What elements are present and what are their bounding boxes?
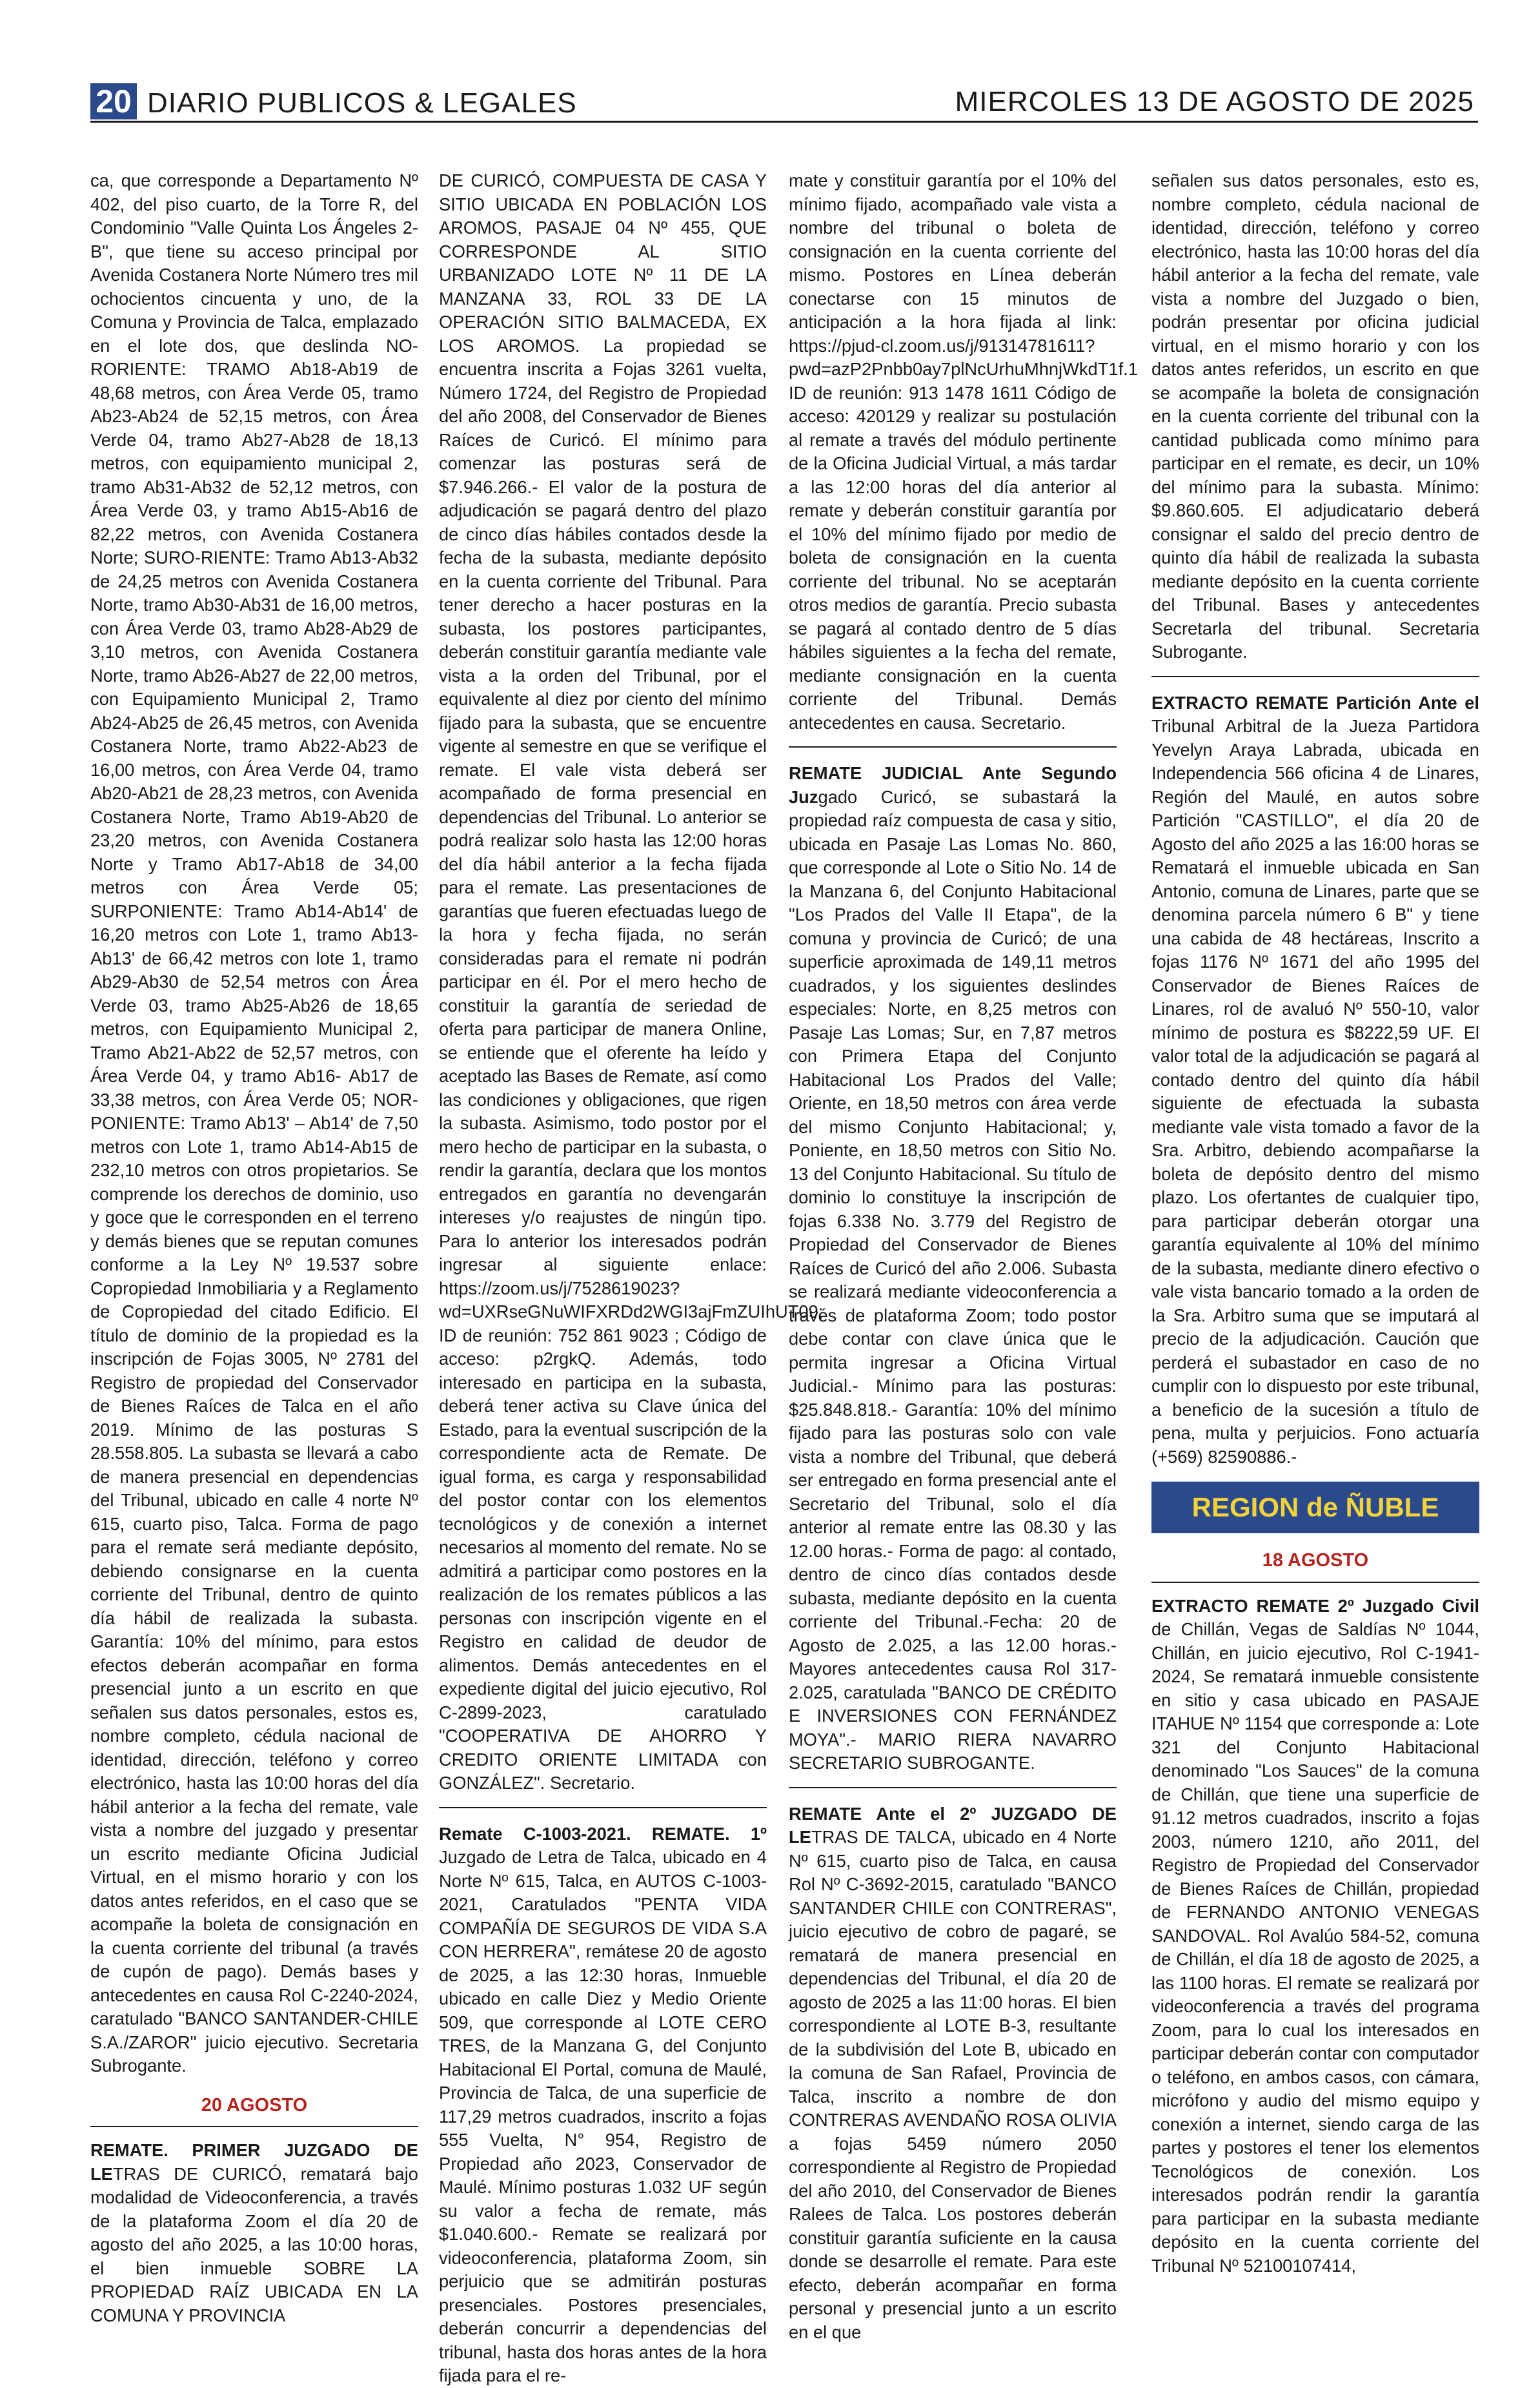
notice [789,762,1117,1775]
column-1 [90,169,418,2325]
notice-text: mate y constituir garantía por el 10% del mínimo fijado, acompañado vale vista a nombre del tribunal o boleta de consignación en la cuenta corriente del mismo. Postores en Línea deberán conectarse con 15 minutos de anticipación a la hora fijada al link: https://pjud-cl.zoom.us/j/91314781611?pwd=azP2Pnbb0ay7plNcUrhuMhnjWkdT1f.1 ID de reunión: 913 1478 1611 Código de acceso: 420129 y realizar su postulación al remate a través del módulo pertinente de la Oficina Judicial Virtual, a más tardar a las 12:00 horas del día anterior al remate y deberán constituir garantía por el 10% del mínimo fijado por medio de boleta de consignación en la cuenta corriente del tribunal. No se aceptarán otros medios de garantía. Precio subasta se pagará al contado dentro de 5 días hábiles siguientes a la fecha del remate, mediante consignación en la cuenta corriente del Tribunal. Demás antecedentes en causa. Secretario. [789,170,1138,733]
notice-title: Remate C-1003-2021. REMATE. 1º [439,1823,767,1844]
notice-text: ca, que corresponde a Departamento Nº 402, del piso cuarto, de la Torre R, del Condominio "Valle Quinta Los Ángeles 2-B", que tiene su acceso principal por Avenida Costanera Norte Número tres mil ochocientos cincuenta y uno, de la Comuna y Provincia de Talca, emplazado en el lote dos, que deslinda NO-RORIENTE: TRAMO Ab18-Ab19 de 48,68 metros, con Área Verde 05, tramo Ab23-Ab24 de 52,15 metros, con Área Verde 04, tramo Ab27-Ab28 de 18,13 metros, con equipamiento municipal 2, tramo Ab31-Ab32 de 52,12 metros, con Área Verde 03, y tramo Ab15-Ab16 de 82,22 metros, con Avenida Costanera Norte; SURO-RIENTE: Tramo Ab13-Ab32 de 24,25 metros con Avenida Costanera Norte, tramo Ab30-Ab31 de 16,00 metros, con Área Verde 03, tramo Ab28-Ab29 de 3,10 metros, con Avenida Costanera Norte, tramo Ab26-Ab27 de 22,00 metros, con Equipamiento Municipal 2, Tramo Ab24-Ab25 de 26,45 metros, con Avenida Costanera Norte, tramo Ab22-Ab23 de 16,00 metros, con Área Verde 04, tramo Ab20-Ab21 de 28,23 metros, con Avenida Costanera Norte, Tramo Ab19-Ab20 de 23,20 metros, con Avenida Costanera Norte y Tramo Ab17-Ab18 de 34,00 metros con Área Verde 05; SURPONIENTE: Tramo Ab14-Ab14' de 16,20 metros con Lote 1, tramo Ab13-Ab13' de 66,42 metros con lote 1, tramo Ab29-Ab30 de 52,54 metros con Área Verde 03, tramo Ab25-Ab26 de 18,65 metros, con Equipamiento Municipal 2, Tramo Ab21-Ab22 de 52,57 metros, con Área Verde 04, y tramo Ab16- Ab17 de 33,38 metros, con Área Verde 05; NOR-PONIENTE: Tramo Ab13' – Ab14' de 7,50 metros con Lote 1, tramo Ab14-Ab15 de 232,10 metros con otros propietarios. Se comprende los derechos de dominio, uso y goce que le corresponden en el terreno y demás bienes que se reputan comunes conforme a la Ley Nº 19.537 sobre Copropiedad Inmobiliaria y a Reglamento de Copropiedad del citado Edificio. El título de dominio de la propiedad es la inscripción de Fojas 3005, Nº 2781 del Registro de propiedad del Conservador de Bienes Raíces de Talca en el año 2019. Mínimo de las posturas S 28.558.805. La subasta se llevará a cabo de manera presencial en dependencias del Tribunal, ubicado en calle 4 norte Nº 615, cuarto piso, Talca. Forma de pago para el remate será mediante depósito, debiendo consignarse en la cuenta corriente del Tribunal, dentro de quinto día hábil de realizada la subasta. Garantía: 10% del mínimo, para estos efectos deberán acompañar en forma presencial junto a un escrito en que señalen sus datos personales, estos es, nombre completo, cédula nacional de identidad, dirección, teléfono y correo electrónico, hasta las 10:00 horas del día hábil anterior a la fecha del remate, vale vista a nombre del juzgado y presentar un escrito mediante Oficina Judicial Virtual, en el mismo horario y con los datos antes referidos, en el caso que se acompañe la boleta de consignación en la cuenta corriente del tribunal (a través de cupón de pago). Demás bases y antecedentes en causa Rol C-2240-2024, caratulado "BANCO SANTANDER-CHILE S.A./ZAROR" juicio ejecutivo. Secretaria Subrogante. [90,170,418,2076]
notice [789,1802,1117,2345]
issue-date: MIERCOLES 13 DE AGOSTO DE 2025 [955,86,1474,117]
notice-text: Tribunal Arbitral de la Jueza Partidora Yevelyn Araya Labrada, ubicada en Independencia 566 oficina 4 de Linares, Región del Maulé, en autos sobre Partición "CASTILLO", el día 20 de Agosto del año 2025 a las 16:00 horas se Rematará el inmueble ubicada en San Antonio, comuna de Linares, parte que se denomina parcela número 6 B" y tiene una cabida de 48 hectáreas, Inscrito a fojas 1176 Nº 1671 del año 1995 del Conservador de Bienes Raíces de Linares, rol de avaluó Nº 550-10, valor mínimo de postura es $8222,59 UF. El valor total de la adjudicación se pagará al contado dentro del quinto día hábil siguiente de efectuada la subasta mediante vale vista tomado a favor de la Sra. Arbitro, debiendo acompañarse la boleta de depósito dentro del mismo plazo. Los ofertantes de cualquier tipo, para participar deberán otorgar una garantía equivalente al 10% del mínimo de la subasta, mediante dinero efectivo o vale vista bancario tomado a la orden de la Sra. Arbitro suma que se imputará al precio de la adjudicación. Caución que perderá el subastador en caso de no cumplir con lo dispuesto por este tribunal, a beneficio de la sucesión a título de pena, multa y perjuicios. Fono actuaría (+569) 82590886.- [1151,716,1479,1467]
page-number: 20 [90,83,137,119]
column-3 [789,169,1138,2342]
notice-title: EXTRACTO REMATE Partición Ante el [1151,692,1479,713]
notice-text: TRAS DE TALCA, ubicado en 4 Norte Nº 615, cuarto piso de Talca, en causa Rol Nº C-3692-2015, caratulado "BANCO SANTANDER CHILE con CONTRERAS", juicio ejecutivo de cobro de pagaré, se rematará de manera presencial en dependencias del Tribunal, el día 20 de agosto de 2025 a las 11:00 horas. El bien correspondiente al LOTE B-3, resultante de la subdivisión del Lote B, ubicado en la comuna de San Rafael, Provincia de Talca, inscrito a nombre de don CONTRERAS AVENDAÑO ROSA OLIVIA a fojas 5459 número 2050 correspondiente al Registro de Propiedad del año 2010, del Conservador de Bienes Ralees de Talca. Los postores deberán constituir garantía suficiente en la causa donde se desarrolle el remate. Para este efecto, deberán acompañar en forma personal y presencial junto a un escrito en el que [789,1827,1117,2342]
date-section-header: 18 AGOSTO [1151,1549,1479,1583]
notice-text: de Chillán, Vegas de Saldías Nº 1044, Chillán, en juicio ejecutivo, Rol C-1941-2024, Se rematará inmueble consistente en sitio y casa ubicado en PASAJE ITAHUE Nº 1154 que corresponde a: Lote 321 del Conjunto Habitacional denominado "Los Sauces" de la comuna de Chillán, que tiene una superficie de 91.12 metros cuadrados, inscrito a fojas 2003, número 1210, año 2011, del Registro de Propiedad del Conservador de Bienes Raíces de Chillán, propiedad de FERNANDO ANTONIO VENEGAS SANDOVAL. Rol Avalúo 584-52, comuna de Chillán, el día 18 de agosto de 2025, a las 1100 horas. El remate se realizará por videoconferencia a través del programa Zoom, para lo cual los interesados en participar deberán contar con computador o teléfono, en ambos casos, con cámara, micrófono y audio del mismo equipo y conexión a internet, siendo carga de las partes y postores el tener los elementos Tecnológicos de conexión. Los interesados podrán rendir la garantía para participar en la subasta mediante depósito en la cuenta corriente del Tribunal Nº 52100107414, [1151,1619,1479,2276]
notice [1151,1595,1479,2278]
notice-title: REMATE JUDICIAL Ante Segundo Juz [789,763,1117,807]
newspaper-name: DIARIO PUBLICOS & LEGALES [147,87,577,119]
date-section-header: 20 AGOSTO [90,2094,418,2128]
notice [439,1822,767,2388]
divider [789,1787,1117,1788]
column-2 [439,169,824,2385]
notice-title: REMATE Ante el 2º JUZGADO DE LE [789,1803,1117,1847]
notice-text: gado Curicó, se subastará la propiedad raíz compuesta de casa y sitio, ubicada en Pasaje Las Lomas No. 860, que corresponde al Lote o Sitio No. 14 de la Manzana 6, del Conjunto Habitacional "Los Prados del Valle II Etapa", de la comuna y provincia de Curicó; de una superficie aproximada de 149,11 metros cuadrados, y los siguientes deslindes especiales: Norte, en 8,25 metros con Pasaje Las Lomas; Sur, en 7,87 metros con Primera Etapa del Conjunto Habitacional Los Prados del Valle; Oriente, en 18,50 metros con área verde del mismo Conjunto Habitacional; y, Poniente, en 18,50 metros con Sitio No. 13 del Conjunto Habitacional. Su título de dominio lo constituye la inscripción de fojas 6.338 No. 3.779 del Registro de Propiedad del Conservador de Bienes Raíces de Curicó del año 2.006. Subasta se realizará mediante videoconferencia a través de plataforma Zoom; todo postor debe contar con clave única que le permita ingresar a Oficina Virtual Judicial.- Mínimo para las posturas: $25.848.818.- Garantía: 10% del mínimo fijado para las posturas solo con vale vista a nombre del Tribunal, que deberá ser entregado en forma presencial ante el Secretario del Tribunal, solo el día anterior al remate entre las 08.30 y las 12.00 horas.- Forma de pago: al contado, dentro de cinco días contados desde subasta, mediante depósito en la cuenta corriente del Tribunal.-Fecha: 20 de Agosto de 2.025, a las 12.00 horas.- Mayores antecedentes causa Rol 317-2.025, caratulada "BANCO DE CRÉDITO E INVERSIONES CON FERNÁNDEZ MOYA".- MARIO RIERA NAVARRO SECRETARIO SUBROGANTE. [789,786,1117,1773]
page-header [90,81,1478,123]
notice-text: DE CURICÓ, COMPUESTA DE CASA Y SITIO UBICADA EN POBLACIÓN LOS AROMOS, PASAJE 04 Nº 455, QUE CORRESPONDE AL SITIO URBANIZADO LOTE Nº 11 DE LA MANZANA 33, ROL 33 DE LA OPERACIÓN SITIO BALMACEDA, EX LOS AROMOS. La propiedad se encuentra inscrita a Fojas 3261 vuelta, Número 1724, del Registro de Propiedad del año 2008, del Conservador de Bienes Raíces de Curicó. El mínimo para comenzar las posturas será de $7.946.266.- El valor de la postura de adjudicación se pagará dentro del plazo de cinco días hábiles contados desde la fecha de la subasta, mediante depósito en la cuenta corriente del Tribunal. Para tener derecho a hacer posturas en la subasta, los postores participantes, deberán constituir garantía mediante vale vista a la orden del Tribunal, por el equivalente al diez por ciento del mínimo fijado para la subasta, que se encuentre vigente al semestre en que se verifique el remate. El vale vista deberá ser acompañado de forma presencial en dependencias del Tribunal. Lo anterior se podrá realizar solo hasta las 12:00 horas del día hábil anterior a la fecha fijada para el remate. Las presentaciones de garantías que fueren efectuadas luego de la hora y fecha fijada, no serán consideradas para el remate ni podrán participar en él. Por el mero hecho de constituir la garantía de seriedad de oferta para participar de manera Online, se entiende que el oferente ha leído y aceptado las Bases de Remate, así como las condiciones y obligaciones, que rigen la subasta. Asimismo, todo postor por el mero hecho de participar en la subasta, o rendir la garantía, declara que los montos entregados en garantía no devengarán intereses y/o reajustes de ningún tipo. Para lo anterior los interesados podrán ingresar al siguiente enlace: https://zoom.us/j/7528619023?wd=UXRseGNuWIFXRDd2WGI3ajFmZUIhUT09; ID de reunión: 752 861 9023 ; Código de acceso: p2rgkQ. Además, todo interesado en participa en la subasta, deberá tener activa su Clave única del Estado, para la eventual suscripción de la correspondiente acta de Remate. De igual forma, es carga y responsabilidad del postor contar con los elementos tecnológicos y de conexión a internet necesarios al momento del remate. No se admitirá a participar como postores en la realización de los remates públicos a las personas con inscripción vigente en el Registro en calidad de deudor de alimentos. Demás antecedentes en el expediente digital del juicio ejecutivo, Rol C-2899-2023, caratulado "COOPERATIVA DE AHORRO Y CREDITO ORIENTE LIMITADA con GONZÁLEZ". Secretario. [439,170,824,1793]
column-4 [1151,169,1479,2276]
divider [789,746,1117,748]
notice-text: señalen sus datos personales, esto es, nombre completo, cédula nacional de identidad, dirección, teléfono y correo electrónico, hasta las 10:00 horas del día hábil anterior a la fecha del remate, vale vista a nombre del Juzgado o bien, podrán presentar por oficina judicial virtual, en el mismo horario y con los datos antes referidos, un escrito en que se acompañe la boleta de consignación en la cuenta corriente del tribunal con la cantidad publicada como mínimo para participar en el remate, es decir, un 10% del mínimo para la subasta. Mínimo: $9.860.605. El adjudicatario deberá consignar el saldo del precio dentro de quinto día hábil de realizada la subasta mediante depósito en la cuenta corriente del Tribunal. Bases y antecedentes Secretarla del tribunal. Secretaria Subrogante. [1151,170,1479,662]
notice [90,2139,418,2327]
divider [1151,676,1479,677]
divider [439,1807,767,1808]
notice-text: Juzgado de Letra de Talca, ubicado en 4 Norte Nº 615, Talca, en AUTOS C-1003-2021, Caratulados "PENTA VIDA COMPAÑÍA DE SEGUROS DE VIDA S.A CON HERRERA", remátese 20 de agosto de 2025, a las 12:30 horas, Inmueble ubicado en calle Diez y Medio Oriente 509, que corresponde al LOTE CERO TRES, de la Manzana G, del Conjunto Habitacional El Portal, comuna de Maulé, Provincia de Talca, de una superficie de 117,29 metros cuadrados, inscrito a fojas 555 Vuelta, N° 954, Registro de Propiedad año 2023, Conservador de Maulé. Mínimo posturas 1.032 UF según su valor a fecha de remate, más $1.040.600.- Remate se realizará por videoconferencia, plataforma Zoom, sin perjuicio que se admitirán posturas presenciales. Postores presenciales, deberán concurrir a dependencias del tribunal, hasta dos horas antes de la hora fijada para el re- [439,1847,767,2385]
notice-title: EXTRACTO REMATE 2º Juzgado Civil [1151,1595,1479,1616]
region-banner: REGION de ÑUBLE [1151,1482,1479,1533]
notice-title: REMATE. PRIMER JUZGADO DE LE [90,2140,418,2184]
notice [1151,691,1479,1469]
notice-text: TRAS DE CURICÓ, rematará bajo modalidad de Videoconferencia, a través de la plataforma Zoom el día 20 de agosto del año 2025, a las 10:00 horas, el bien inmueble SOBRE LA PROPIEDAD RAÍZ UBICADA EN LA COMUNA Y PROVINCIA [90,2163,418,2325]
